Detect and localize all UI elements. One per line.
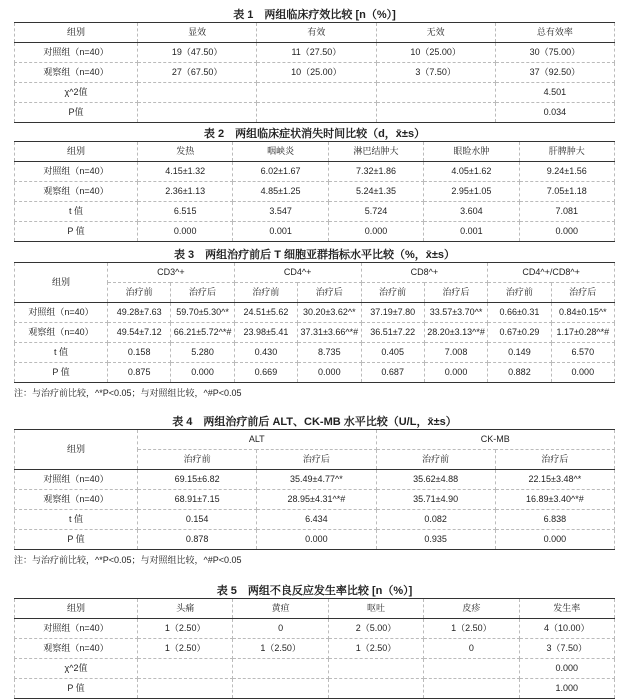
table-cell xyxy=(138,659,233,679)
header-row xyxy=(15,599,615,619)
table-cell: 4.85±1.25 xyxy=(233,182,328,202)
table-cell: 49.54±7.12 xyxy=(108,323,171,343)
row-label: χ^2值 xyxy=(15,659,138,679)
table-cell: 1（2.50） xyxy=(138,639,233,659)
table-cell: 0 xyxy=(424,639,519,659)
column-header: 眼睑水肿 xyxy=(424,142,519,162)
table-cell: 7.008 xyxy=(424,343,487,363)
column-header: 淋巴结肿大 xyxy=(328,142,423,162)
table-row xyxy=(15,83,615,103)
data-table xyxy=(14,141,615,242)
column-header: 治疗前 xyxy=(488,283,551,303)
row-label: 对照组（n=40） xyxy=(15,303,108,323)
table-cell: 5.24±1.35 xyxy=(328,182,423,202)
table-cell: 16.89±3.40^*# xyxy=(495,490,614,510)
table-cell: 3（7.50） xyxy=(519,639,614,659)
data-table xyxy=(14,262,615,383)
table-title: 表 2 两组临床症状消失时间比较（d，x̄±s） xyxy=(203,128,426,140)
table-row xyxy=(15,303,615,323)
table-section xyxy=(14,248,615,399)
table-cell: 10（25.00） xyxy=(376,43,495,63)
table-row xyxy=(15,659,615,679)
row-label: 观察组（n=40） xyxy=(15,639,138,659)
table-row xyxy=(15,63,615,83)
table-title: 表 5 两组不良反应发生率比较 [n（%）] xyxy=(216,585,413,597)
table-row xyxy=(15,679,615,699)
table-cell: 37（92.50） xyxy=(495,63,614,83)
table-cell: 7.05±1.18 xyxy=(519,182,614,202)
table-cell: 36.51±7.22 xyxy=(361,323,424,343)
table-cell: 6.515 xyxy=(138,202,233,222)
row-label: P值 xyxy=(15,103,138,123)
table-cell: 0.000 xyxy=(138,222,233,242)
table-cell xyxy=(328,679,423,699)
table-cell: 1.17±0.28^*# xyxy=(551,323,614,343)
table-cell: 59.70±5.30^* xyxy=(171,303,234,323)
row-label: 观察组（n=40） xyxy=(15,490,138,510)
table-section xyxy=(14,127,615,242)
table-row xyxy=(15,222,615,242)
column-header: 治疗后 xyxy=(298,283,361,303)
table-cell: 8.735 xyxy=(298,343,361,363)
table-cell: 1（2.50） xyxy=(138,619,233,639)
column-header: 治疗后 xyxy=(171,283,234,303)
table-row xyxy=(15,43,615,63)
table-cell: 0.000 xyxy=(257,530,376,550)
column-header: 治疗后 xyxy=(495,450,614,470)
table-cell: 0.001 xyxy=(424,222,519,242)
table-cell xyxy=(138,679,233,699)
table-cell: 0.882 xyxy=(488,363,551,383)
table-note: 注：与治疗前比较，^*P<0.05；与对照组比较，^#P<0.05 xyxy=(14,388,242,398)
table-cell: 0.000 xyxy=(519,659,614,679)
column-header: CD8^+ xyxy=(361,263,488,283)
table-cell xyxy=(376,103,495,123)
column-header: 组别 xyxy=(15,263,108,303)
table-cell: 0.000 xyxy=(551,363,614,383)
table-cell: 30.20±3.62^* xyxy=(298,303,361,323)
table-row xyxy=(15,343,615,363)
table-row xyxy=(15,470,615,490)
table-cell: 33.57±3.70^* xyxy=(424,303,487,323)
table-cell: 37.31±3.66^*# xyxy=(298,323,361,343)
table-cell: 0 xyxy=(233,619,328,639)
table-cell: 3（7.50） xyxy=(376,63,495,83)
column-header: 治疗后 xyxy=(551,283,614,303)
table-cell: 10（25.00） xyxy=(257,63,376,83)
table-row xyxy=(15,619,615,639)
table-cell: 0.000 xyxy=(495,530,614,550)
table-cell: 0.405 xyxy=(361,343,424,363)
row-label: 对照组（n=40） xyxy=(15,470,138,490)
table-cell: 28.95±4.31^*# xyxy=(257,490,376,510)
table-cell: 28.20±3.13^*# xyxy=(424,323,487,343)
column-header: 头痛 xyxy=(138,599,233,619)
table-row xyxy=(15,530,615,550)
row-label: t 值 xyxy=(15,510,138,530)
table-row xyxy=(15,182,615,202)
table-cell xyxy=(328,659,423,679)
table-cell: 1（2.50） xyxy=(233,639,328,659)
column-header: 咽峡炎 xyxy=(233,142,328,162)
row-label: 对照组（n=40） xyxy=(15,162,138,182)
column-header: CK-MB xyxy=(376,430,615,450)
table-cell: 66.21±5.72^*# xyxy=(171,323,234,343)
column-header: 治疗前 xyxy=(361,283,424,303)
table-cell: 6.434 xyxy=(257,510,376,530)
table-section xyxy=(14,584,615,699)
column-header: 呕吐 xyxy=(328,599,423,619)
table-cell xyxy=(233,659,328,679)
document xyxy=(0,8,629,699)
table-section xyxy=(14,415,615,566)
table-cell: 0.001 xyxy=(233,222,328,242)
table-cell: 0.67±0.29 xyxy=(488,323,551,343)
column-header: CD4^+ xyxy=(234,263,361,283)
table-cell: 69.15±6.82 xyxy=(138,470,257,490)
table-cell: 30（75.00） xyxy=(495,43,614,63)
table-cell: 0.034 xyxy=(495,103,614,123)
row-label: P 值 xyxy=(15,530,138,550)
table-cell: 49.28±7.63 xyxy=(108,303,171,323)
table-cell: 5.280 xyxy=(171,343,234,363)
table-cell: 0.687 xyxy=(361,363,424,383)
column-header: 组别 xyxy=(15,23,138,43)
table-cell xyxy=(424,679,519,699)
table-cell xyxy=(257,103,376,123)
row-label: 观察组（n=40） xyxy=(15,182,138,202)
table-cell xyxy=(138,83,257,103)
table-cell: 0.154 xyxy=(138,510,257,530)
table-cell: 2.95±1.05 xyxy=(424,182,519,202)
table-row xyxy=(15,639,615,659)
table-cell: 0.000 xyxy=(171,363,234,383)
table-cell: 68.91±7.15 xyxy=(138,490,257,510)
column-header: 组别 xyxy=(15,142,138,162)
column-header: 肝脾肿大 xyxy=(519,142,614,162)
row-label: P 值 xyxy=(15,222,138,242)
table-cell: 0.878 xyxy=(138,530,257,550)
column-header: 显效 xyxy=(138,23,257,43)
header-row xyxy=(15,430,615,450)
table-cell: 0.000 xyxy=(424,363,487,383)
table-cell: 6.838 xyxy=(495,510,614,530)
table-cell: 4.15±1.32 xyxy=(138,162,233,182)
table-cell: 22.15±3.48^* xyxy=(495,470,614,490)
column-header: ALT xyxy=(138,430,377,450)
column-header: 发热 xyxy=(138,142,233,162)
column-header: 治疗前 xyxy=(234,283,297,303)
column-header: 治疗前 xyxy=(108,283,171,303)
row-label: 观察组（n=40） xyxy=(15,63,138,83)
table-cell: 5.724 xyxy=(328,202,423,222)
table-cell: 35.49±4.77^* xyxy=(257,470,376,490)
column-header: 治疗后 xyxy=(257,450,376,470)
table-row xyxy=(15,323,615,343)
table-row xyxy=(15,510,615,530)
table-cell: 6.02±1.67 xyxy=(233,162,328,182)
row-label: 对照组（n=40） xyxy=(15,619,138,639)
column-header: CD3^+ xyxy=(108,263,235,283)
header-row xyxy=(15,23,615,43)
row-label: χ^2值 xyxy=(15,83,138,103)
table-cell: 0.430 xyxy=(234,343,297,363)
table-cell: 0.000 xyxy=(328,222,423,242)
column-header: 治疗前 xyxy=(376,450,495,470)
table-note: 注：与治疗前比较，^*P<0.05；与对照组比较，^#P<0.05 xyxy=(14,555,242,565)
column-header: 总有效率 xyxy=(495,23,614,43)
table-cell: 0.000 xyxy=(519,222,614,242)
table-cell: 1（2.50） xyxy=(424,619,519,639)
table-cell: 3.547 xyxy=(233,202,328,222)
table-cell: 19（47.50） xyxy=(138,43,257,63)
table-cell: 35.71±4.90 xyxy=(376,490,495,510)
table-cell xyxy=(233,679,328,699)
table-cell: 37.19±7.80 xyxy=(361,303,424,323)
table-cell: 1.000 xyxy=(519,679,614,699)
table-cell: 6.570 xyxy=(551,343,614,363)
table-cell: 4（10.00） xyxy=(519,619,614,639)
data-table xyxy=(14,429,615,550)
table-cell: 7.32±1.86 xyxy=(328,162,423,182)
table-cell: 2.36±1.13 xyxy=(138,182,233,202)
column-header: 无效 xyxy=(376,23,495,43)
table-cell: 0.000 xyxy=(298,363,361,383)
column-header: 皮疹 xyxy=(424,599,519,619)
row-label: P 值 xyxy=(15,363,108,383)
table-cell: 2（5.00） xyxy=(328,619,423,639)
column-header: 黄疸 xyxy=(233,599,328,619)
column-header: CD4^+/CD8^+ xyxy=(488,263,615,283)
table-cell: 24.51±5.62 xyxy=(234,303,297,323)
row-label: t 值 xyxy=(15,202,138,222)
row-label: P 值 xyxy=(15,679,138,699)
table-cell: 0.669 xyxy=(234,363,297,383)
header-row xyxy=(15,263,615,283)
table-cell: 0.875 xyxy=(108,363,171,383)
table-cell: 4.05±1.62 xyxy=(424,162,519,182)
table-cell xyxy=(424,659,519,679)
column-header: 组别 xyxy=(15,430,138,470)
table-cell: 23.98±5.41 xyxy=(234,323,297,343)
table-cell: 0.935 xyxy=(376,530,495,550)
table-cell: 0.082 xyxy=(376,510,495,530)
table-row xyxy=(15,162,615,182)
table-cell: 7.081 xyxy=(519,202,614,222)
column-header: 治疗后 xyxy=(424,283,487,303)
table-cell: 35.62±4.88 xyxy=(376,470,495,490)
table-row xyxy=(15,202,615,222)
column-header: 发生率 xyxy=(519,599,614,619)
table-row xyxy=(15,363,615,383)
table-cell: 1（2.50） xyxy=(328,639,423,659)
table-cell xyxy=(138,103,257,123)
table-cell: 0.149 xyxy=(488,343,551,363)
header-row xyxy=(15,142,615,162)
table-cell: 0.84±0.15^* xyxy=(551,303,614,323)
table-row xyxy=(15,103,615,123)
table-title: 表 3 两组治疗前后 T 细胞亚群指标水平比较（%，x̄±s） xyxy=(173,249,456,261)
table-cell: 11（27.50） xyxy=(257,43,376,63)
data-table xyxy=(14,598,615,699)
table-cell: 9.24±1.56 xyxy=(519,162,614,182)
table-section xyxy=(14,8,615,123)
column-header: 组别 xyxy=(15,599,138,619)
table-cell: 4.501 xyxy=(495,83,614,103)
table-row xyxy=(15,490,615,510)
table-title: 表 4 两组治疗前后 ALT、CK-MB 水平比较（U/L，x̄±s） xyxy=(172,416,457,428)
table-cell: 27（67.50） xyxy=(138,63,257,83)
data-table xyxy=(14,22,615,123)
table-cell: 0.66±0.31 xyxy=(488,303,551,323)
column-header: 有效 xyxy=(257,23,376,43)
row-label: 观察组（n=40） xyxy=(15,323,108,343)
column-header: 治疗前 xyxy=(138,450,257,470)
table-cell: 3.604 xyxy=(424,202,519,222)
table-cell xyxy=(376,83,495,103)
table-cell xyxy=(257,83,376,103)
row-label: 对照组（n=40） xyxy=(15,43,138,63)
table-title: 表 1 两组临床疗效比较 [n（%）] xyxy=(233,9,396,21)
table-cell: 0.158 xyxy=(108,343,171,363)
row-label: t 值 xyxy=(15,343,108,363)
